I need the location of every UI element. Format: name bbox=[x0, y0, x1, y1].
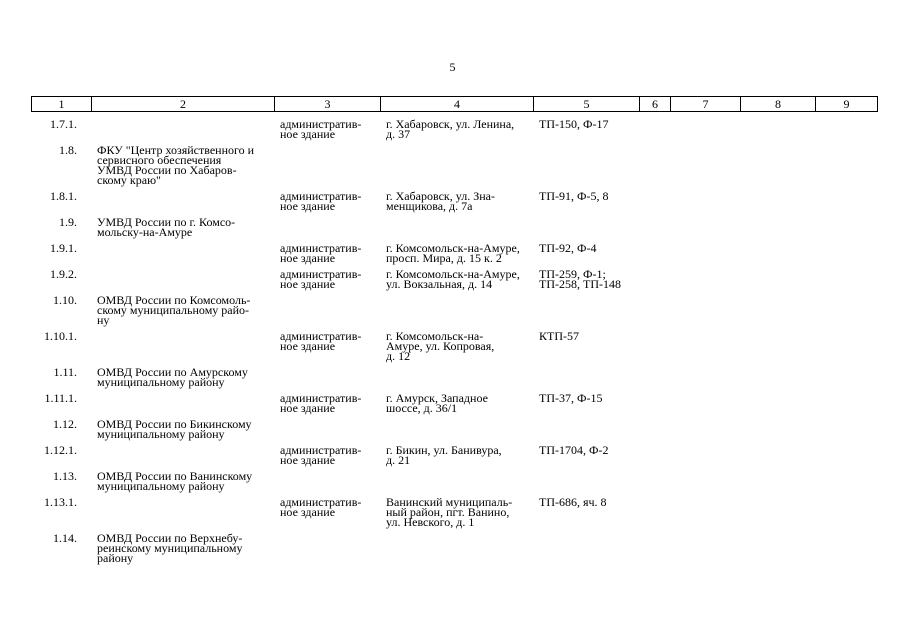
column-header-5: 5 bbox=[534, 97, 640, 112]
row-number: 1.9. bbox=[59, 215, 77, 229]
organization-name: ОМВД России по Бикинскому муниципальному району bbox=[97, 417, 252, 441]
cell-col-9 bbox=[815, 497, 877, 533]
table-row bbox=[31, 295, 877, 331]
cell-col-9 bbox=[815, 419, 877, 445]
cell-col-9 bbox=[815, 295, 877, 331]
table-row bbox=[31, 533, 877, 569]
object-address: г. Амурск, Западное шоссе, д. 36/1 bbox=[386, 391, 488, 415]
cell-col-6 bbox=[639, 393, 670, 419]
object-type: административ- ное здание bbox=[280, 267, 362, 291]
cell-col-9 bbox=[815, 119, 877, 145]
cell-col-6 bbox=[639, 119, 670, 145]
cell-col-6 bbox=[639, 191, 670, 217]
cell-col-7 bbox=[670, 393, 740, 419]
cell-col-6 bbox=[639, 367, 670, 393]
object-type bbox=[274, 217, 380, 243]
power-source bbox=[533, 295, 639, 331]
object-address: г. Хабаровск, ул. Ленина, д. 37 bbox=[386, 117, 515, 141]
cell-col-6 bbox=[639, 331, 670, 367]
table-row bbox=[31, 393, 877, 419]
power-source bbox=[533, 419, 639, 445]
cell-col-6 bbox=[639, 533, 670, 569]
cell-col-9 bbox=[815, 445, 877, 471]
organization-name bbox=[91, 393, 274, 419]
cell-col-7 bbox=[670, 471, 740, 497]
object-type bbox=[274, 295, 380, 331]
row-number: 1.14. bbox=[53, 531, 77, 545]
cell-col-6 bbox=[639, 269, 670, 295]
organization-name bbox=[91, 497, 274, 533]
column-header-9: 9 bbox=[816, 97, 878, 112]
cell-col-6 bbox=[639, 419, 670, 445]
cell-col-6 bbox=[639, 243, 670, 269]
cell-col-8 bbox=[740, 331, 815, 367]
cell-col-9 bbox=[815, 533, 877, 569]
row-number: 1.10. bbox=[53, 293, 77, 307]
cell-col-8 bbox=[740, 191, 815, 217]
power-source: ТП-37, Ф-15 bbox=[539, 391, 603, 405]
organization-name: УМВД России по г. Комсо- мольску-на-Амуре bbox=[97, 215, 236, 239]
object-address: г. Комсомольск-на- Амуре, ул. Копровая, д. 12 bbox=[386, 329, 495, 363]
cell-col-8 bbox=[740, 243, 815, 269]
object-type bbox=[274, 419, 380, 445]
cell-col-6 bbox=[639, 471, 670, 497]
cell-col-9 bbox=[815, 269, 877, 295]
column-header-4: 4 bbox=[381, 97, 534, 112]
cell-col-7 bbox=[670, 419, 740, 445]
organization-name bbox=[91, 445, 274, 471]
power-source: ТП-91, Ф-5, 8 bbox=[539, 189, 609, 203]
cell-col-9 bbox=[815, 393, 877, 419]
table-row bbox=[31, 217, 877, 243]
row-number: 1.7.1. bbox=[50, 117, 77, 131]
organization-name: ОМВД России по Верхнебу- реинскому муниципальному району bbox=[97, 531, 243, 565]
row-number: 1.11.1. bbox=[44, 391, 77, 405]
cell-col-7 bbox=[670, 497, 740, 533]
column-header-7: 7 bbox=[671, 97, 741, 112]
column-header-8: 8 bbox=[741, 97, 816, 112]
table-row bbox=[31, 191, 877, 217]
organization-name bbox=[91, 243, 274, 269]
table-row bbox=[31, 445, 877, 471]
cell-col-8 bbox=[740, 295, 815, 331]
cell-col-8 bbox=[740, 119, 815, 145]
cell-col-8 bbox=[740, 471, 815, 497]
organization-name: ОМВД России по Амурскому муниципальному району bbox=[97, 365, 248, 389]
power-source: ТП-259, Ф-1; ТП-258, ТП-148 bbox=[539, 267, 621, 291]
organization-name: ОМВД России по Комсомоль- скому муниципальному райо- ну bbox=[97, 293, 251, 327]
row-number: 1.12.1. bbox=[44, 443, 77, 457]
object-address: г. Комсомольск-на-Амуре, ул. Вокзальная, д. 14 bbox=[386, 267, 520, 291]
power-source bbox=[533, 471, 639, 497]
object-address bbox=[380, 217, 533, 243]
object-type: административ- ное здание bbox=[280, 241, 362, 265]
cell-col-7 bbox=[670, 331, 740, 367]
object-address bbox=[380, 367, 533, 393]
object-address: г. Хабаровск, ул. Зна- менщикова, д. 7а bbox=[386, 189, 495, 213]
object-address: г. Бикин, ул. Банивура, д. 21 bbox=[386, 443, 502, 467]
cell-col-6 bbox=[639, 445, 670, 471]
cell-col-7 bbox=[670, 295, 740, 331]
row-number: 1.11. bbox=[53, 365, 77, 379]
object-type: административ- ное здание bbox=[280, 329, 362, 353]
cell-col-8 bbox=[740, 367, 815, 393]
cell-col-8 bbox=[740, 419, 815, 445]
cell-col-7 bbox=[670, 243, 740, 269]
cell-col-8 bbox=[740, 269, 815, 295]
power-source bbox=[533, 217, 639, 243]
object-type: административ- ное здание bbox=[280, 117, 362, 141]
organization-name bbox=[91, 191, 274, 217]
table-row bbox=[31, 471, 877, 497]
row-number: 1.13.1. bbox=[44, 495, 77, 509]
cell-col-9 bbox=[815, 217, 877, 243]
column-header-6: 6 bbox=[640, 97, 671, 112]
page-number: 5 bbox=[449, 60, 456, 74]
cell-col-7 bbox=[670, 367, 740, 393]
object-type: административ- ное здание bbox=[280, 495, 362, 519]
cell-col-6 bbox=[639, 295, 670, 331]
power-source: КТП-57 bbox=[539, 329, 579, 343]
cell-col-8 bbox=[740, 497, 815, 533]
row-number: 1.9.1. bbox=[50, 241, 77, 255]
object-address bbox=[380, 419, 533, 445]
object-address bbox=[380, 471, 533, 497]
table-row bbox=[31, 119, 877, 145]
cell-col-7 bbox=[670, 119, 740, 145]
table-row bbox=[31, 145, 877, 191]
object-type bbox=[274, 145, 380, 191]
cell-col-8 bbox=[740, 445, 815, 471]
object-address: г. Комсомольск-на-Амуре, просп. Мира, д. 15 к. 2 bbox=[386, 241, 520, 265]
table-body bbox=[31, 119, 877, 569]
cell-col-6 bbox=[639, 497, 670, 533]
power-source: ТП-1704, Ф-2 bbox=[539, 443, 609, 457]
row-number: 1.8.1. bbox=[50, 189, 77, 203]
cell-col-9 bbox=[815, 243, 877, 269]
table-row bbox=[31, 331, 877, 367]
object-type bbox=[274, 367, 380, 393]
object-type: административ- ное здание bbox=[280, 443, 362, 467]
cell-col-8 bbox=[740, 145, 815, 191]
cell-col-7 bbox=[670, 269, 740, 295]
cell-col-8 bbox=[740, 217, 815, 243]
object-type bbox=[274, 471, 380, 497]
organization-name bbox=[91, 269, 274, 295]
table-row bbox=[31, 243, 877, 269]
cell-col-7 bbox=[670, 145, 740, 191]
cell-col-9 bbox=[815, 471, 877, 497]
power-source: ТП-92, Ф-4 bbox=[539, 241, 597, 255]
table-row bbox=[31, 497, 877, 533]
object-type: административ- ное здание bbox=[280, 391, 362, 415]
table-row bbox=[31, 419, 877, 445]
cell-col-8 bbox=[740, 393, 815, 419]
row-number: 1.12. bbox=[53, 417, 77, 431]
object-address bbox=[380, 145, 533, 191]
cell-col-6 bbox=[639, 217, 670, 243]
power-source bbox=[533, 533, 639, 569]
organization-name bbox=[91, 119, 274, 145]
organization-name: ОМВД России по Ванинскому муниципальному району bbox=[97, 469, 253, 493]
cell-col-7 bbox=[670, 191, 740, 217]
cell-col-9 bbox=[815, 145, 877, 191]
table-row bbox=[31, 367, 877, 393]
object-type: административ- ное здание bbox=[280, 189, 362, 213]
cell-col-8 bbox=[740, 533, 815, 569]
object-address: Ванинский муниципаль- ный район, пгт. Ванино, ул. Невского, д. 1 bbox=[386, 495, 513, 529]
power-source bbox=[533, 145, 639, 191]
power-source: ТП-150, Ф-17 bbox=[539, 117, 609, 131]
cell-col-6 bbox=[639, 145, 670, 191]
column-header-1: 1 bbox=[32, 97, 92, 112]
row-number: 1.13. bbox=[53, 469, 77, 483]
cell-col-7 bbox=[670, 445, 740, 471]
object-type bbox=[274, 533, 380, 569]
object-address bbox=[380, 533, 533, 569]
organization-name: ФКУ "Центр хозяйственного и сервисного обеспечения УМВД России по Хабаров- скому краю" bbox=[97, 143, 255, 187]
power-source bbox=[533, 367, 639, 393]
cell-col-9 bbox=[815, 191, 877, 217]
table-row bbox=[31, 269, 877, 295]
cell-col-9 bbox=[815, 331, 877, 367]
row-number: 1.9.2. bbox=[50, 267, 77, 281]
cell-col-9 bbox=[815, 367, 877, 393]
row-number: 1.8. bbox=[59, 143, 77, 157]
column-header-2: 2 bbox=[92, 97, 275, 112]
organization-name bbox=[91, 331, 274, 367]
object-address bbox=[380, 295, 533, 331]
column-header-row bbox=[32, 97, 878, 112]
cell-col-7 bbox=[670, 217, 740, 243]
cell-col-7 bbox=[670, 533, 740, 569]
column-header-table bbox=[31, 96, 878, 112]
column-header-3: 3 bbox=[275, 97, 381, 112]
power-source: ТП-686, яч. 8 bbox=[539, 495, 607, 509]
data-table bbox=[31, 119, 877, 569]
row-number: 1.10.1. bbox=[44, 329, 77, 343]
